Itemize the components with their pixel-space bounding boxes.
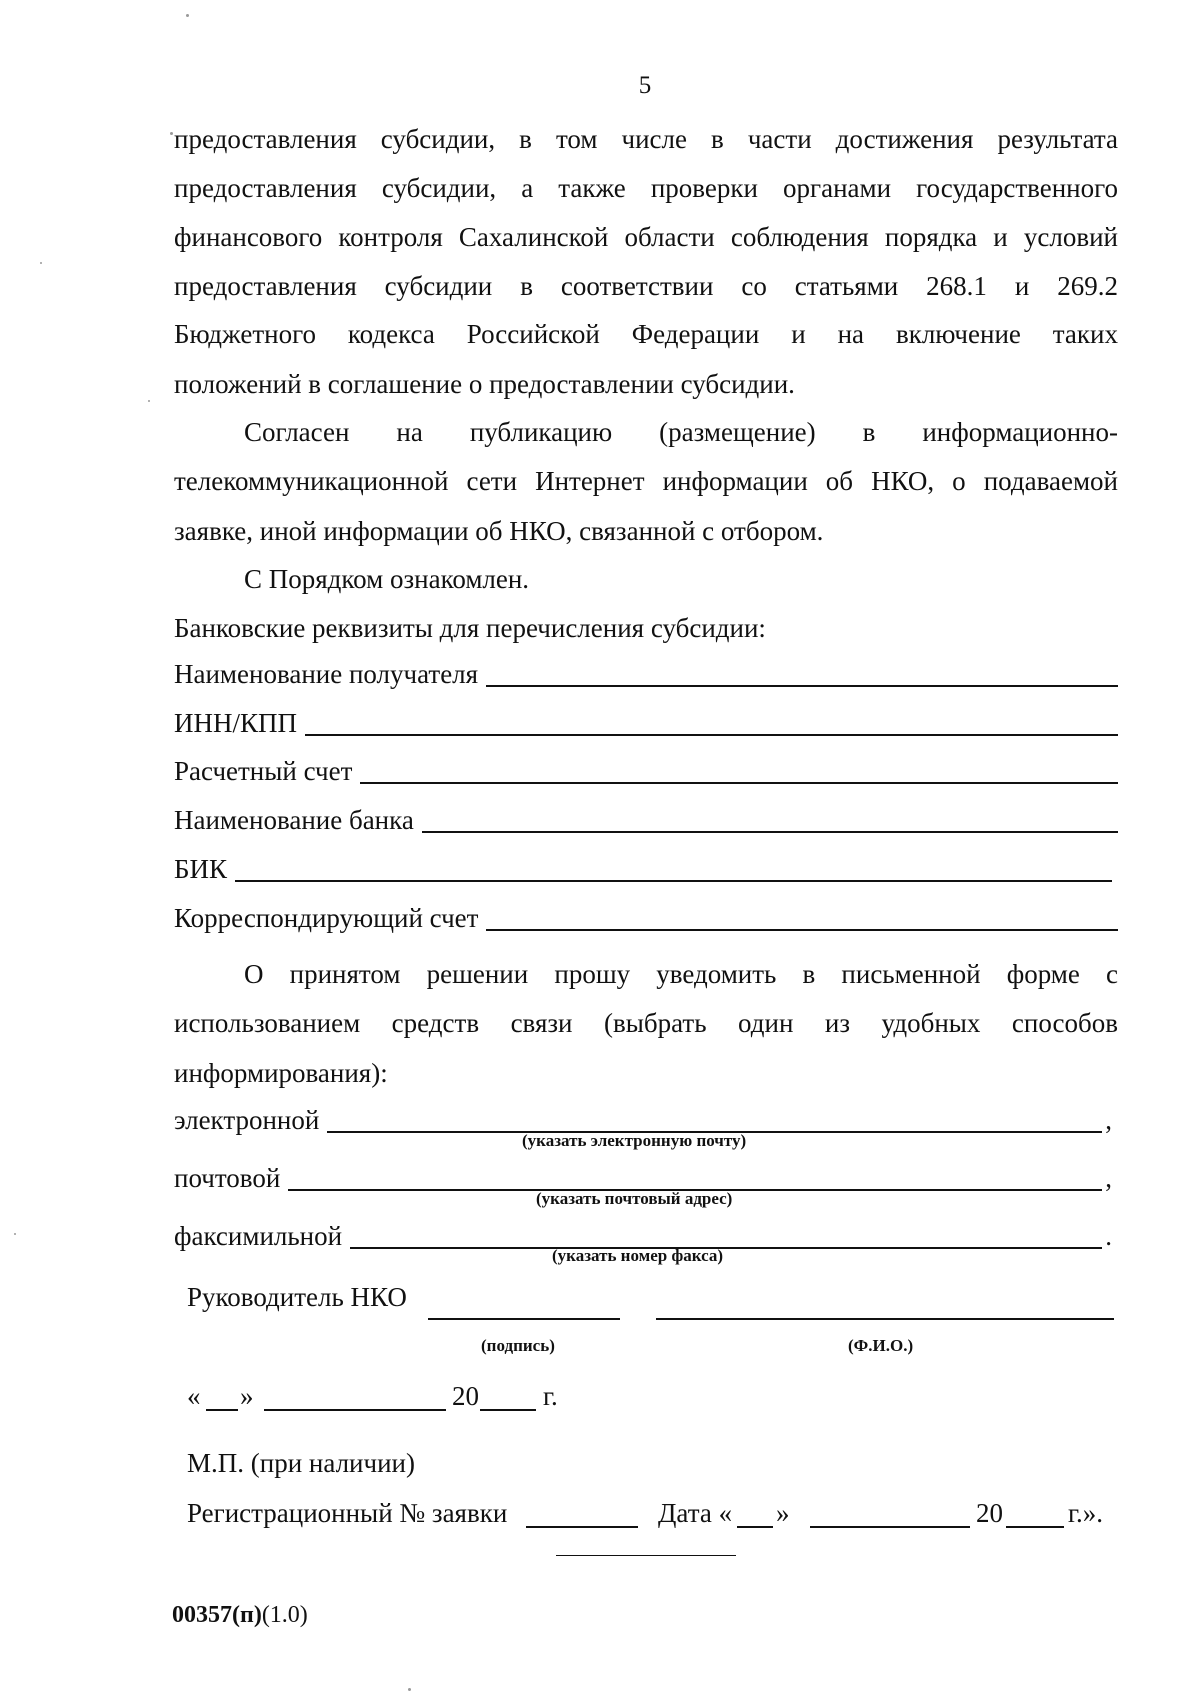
fill-line[interactable] [422,805,1118,833]
fill-line[interactable] [305,708,1118,736]
document-code [172,1602,308,1629]
field-label: факсимильной [174,1221,343,1251]
fill-line[interactable] [486,659,1118,687]
corr-account-field[interactable] [174,900,1118,934]
reg-month-line[interactable] [810,1526,970,1528]
paragraph-line: О принятом решении прошу уведомить в письменной форме с [244,959,1118,989]
acquainted-statement: С Порядком ознакомлен. [244,564,530,594]
quote-open: « [187,1381,201,1411]
bank-details-heading: Банковские реквизиты для перечисления субсидии: [174,613,766,643]
head-label: Руководитель НКО [187,1282,407,1312]
paragraph-line: использованием средств связи (выбрать один из удобных способов [174,1008,1118,1038]
scan-speck [170,132,173,135]
reg-year-line[interactable] [1006,1526,1064,1528]
bank-name-field[interactable] [174,802,1118,836]
paragraph-line: Бюджетного кодекса Российской Федерации и на включение таких [174,319,1118,349]
signature-line[interactable] [428,1318,620,1320]
email-hint: (указать электронную почту) [522,1131,747,1150]
day-line[interactable] [206,1409,238,1411]
account-field[interactable] [174,753,1118,787]
field-label: ИНН/КПП [174,708,298,738]
reg-year-suffix: г.». [1068,1498,1104,1528]
fill-line[interactable] [486,903,1118,931]
date-label: Дата « [658,1498,733,1528]
field-label: Расчетный счет [174,756,353,786]
bik-field[interactable] [174,851,1112,885]
paragraph-line: предоставления субсидии в соответствии со статьями 268.1 и 269.2 [174,271,1118,301]
document-code-bold: 00357(п) [172,1602,262,1628]
registration-label: Регистрационный № заявки [187,1498,508,1528]
scan-speck [148,400,150,402]
full-name-hint: (Ф.И.О.) [848,1336,914,1355]
signature-hint: (подпись) [481,1336,555,1355]
fax-hint: (указать номер факса) [552,1246,724,1265]
page-number: 5 [638,72,652,99]
paragraph-line: предоставления субсидии, а также проверки органами государственного [174,173,1118,203]
paragraph-line-last: положений в соглашение о предоставлении субсидии. [174,369,795,399]
scan-speck [186,14,189,17]
comma: , [1105,1105,1112,1135]
year-suffix: г. [543,1381,558,1411]
fill-line[interactable] [327,1105,1102,1133]
fill-line[interactable] [360,756,1118,784]
year-prefix: 20 [452,1381,479,1411]
field-label: электронной [174,1105,320,1135]
stamp-placeholder: М.П. (при наличии) [187,1448,415,1478]
scan-speck [14,1233,16,1235]
scan-speck [408,1688,411,1691]
paragraph-line: телекоммуникационной сети Интернет информации об НКО, о подаваемой [174,466,1118,496]
reg-day-line[interactable] [737,1526,773,1528]
period: . [1105,1221,1112,1251]
fill-line[interactable] [288,1163,1102,1191]
end-divider [556,1555,736,1556]
document-code-version: (1.0) [261,1602,308,1628]
reg-quote-close: » [776,1498,790,1528]
field-label: Корреспондирующий счет [174,903,479,933]
scan-speck [40,262,42,264]
paragraph-line: финансового контроля Сахалинской области соблюдения порядка и условий [174,222,1118,252]
field-label: Наименование получателя [174,659,479,689]
recipient-name-field[interactable] [174,656,1118,690]
paragraph-line-last: информирования): [174,1058,388,1088]
full-name-line[interactable] [656,1318,1114,1320]
paragraph-line: Согласен на публикацию (размещение) в информационно- [244,417,1118,447]
reg-year-prefix: 20 [976,1498,1003,1528]
postal-hint: (указать почтовый адрес) [536,1189,733,1208]
paragraph-line-last: заявке, иной информации об НКО, связанной с отбором. [174,516,824,546]
quote-close: » [240,1381,254,1411]
fill-line[interactable] [235,854,1112,882]
field-label: БИК [174,854,228,884]
paragraph-line: предоставления субсидии, в том числе в части достижения результата [174,124,1118,154]
year-line[interactable] [480,1409,536,1411]
inn-kpp-field[interactable] [174,705,1118,739]
field-label: почтовой [174,1163,281,1193]
registration-number-line[interactable] [526,1526,638,1528]
comma: , [1105,1163,1112,1193]
field-label: Наименование банка [174,805,414,835]
fill-line[interactable] [350,1221,1102,1249]
month-line[interactable] [264,1409,446,1411]
